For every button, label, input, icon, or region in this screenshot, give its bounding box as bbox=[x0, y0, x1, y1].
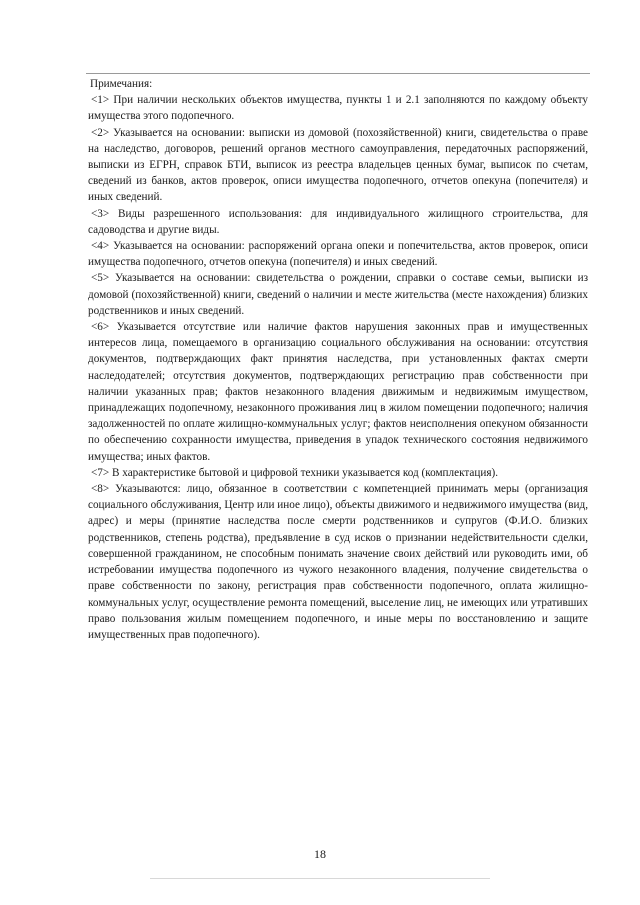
note-3: <3> Виды разрешенного использования: для индивидуального жилищного строительства, для садоводства и другие виды. bbox=[88, 207, 588, 236]
note-8: <8> Указываются: лицо, обязанное в соответствии с компетенцией принимать меры (организация социального обслуживания, Центр или иное лицо), объекты движимого и недвижимого имущества (вид, адрес) и меры (принятие наследства после смерти родственников и супругов (Ф.И.О. близких родственников, степень родства), предъявление в суд исков о признании недействительности сделки, совершенной гражданином, не способным понимать значение своих действий или руководить ими, об истребовании имущества подопечного из чужого незаконного владения, получение свидетельства о праве собственности по закону, регистрация прав собственности подопечного, оплата жилищно-коммунальных услуг, осуществление ремонта помещений, выселение лиц, не имеющих или утративших право пользования жилым помещением подопечного, и иные меры по восстановлению и защите имущественных прав подопечного). bbox=[88, 483, 588, 641]
note-7: <7> В характеристике бытовой и цифровой техники указывается код (комплектация). bbox=[91, 466, 499, 479]
page-number: 18 bbox=[314, 847, 326, 861]
note-6: <6> Указывается отсутствие или наличие фактов нарушения законных прав и имущественных интересов лица, помещаемого в организацию социального обслуживания на основании: отсутствия документов, подтверждающих факт принятия наследства, при установленных фактах смерти наследодателей; отсутствия документов, подтверждающих регистрацию прав собственности при наличии указанных прав; фактов незаконного владения движимым и недвижимым имуществом, принадлежащих подопечному, незаконного проживания лиц в жилом помещении подопечного; наличия задолженностей по оплате жилищно-коммунальных услуг; фактов неисполнения опекуном обязанности по обеспечению сохранности имущества, приведения в упадок технического состояния недвижимого имущества; иных фактов. bbox=[88, 321, 588, 463]
top-divider bbox=[86, 73, 590, 74]
notes-section bbox=[88, 76, 588, 643]
note-5: <5> Указывается на основании: свидетельства о рождении, справки о составе семьи, выписки из домовой (похозяйственной) книги, сведений о наличии и месте жительства (месте нахождения) близких родственников и иных сведений. bbox=[88, 272, 588, 317]
notes-title: Примечания: bbox=[90, 78, 153, 90]
note-4: <4> Указывается на основании: распоряжений органа опеки и попечительства, актов проверок, описи имущества подопечного, отчетов опекуна (попечителя) и иных сведений. bbox=[88, 240, 588, 269]
note-2: <2> Указывается на основании: выписки из домовой (похозяйственной) книги, свидетельства о праве на наследство, договоров, решений органов местного самоуправления, передаточных распоряжений, выписки из ЕГРН, справок БТИ, выписок из реестра владельцев ценных бумаг, выписок по счетам, сведений из банков, актов проверок, описи имущества подопечного, отчетов опекуна (попечителя) и иных сведений. bbox=[88, 126, 588, 204]
bottom-divider bbox=[150, 878, 490, 879]
note-1: <1> При наличии нескольких объектов имущества, пункты 1 и 2.1 заполняются по каждому объекту имущества этого подопечного. bbox=[88, 94, 588, 123]
